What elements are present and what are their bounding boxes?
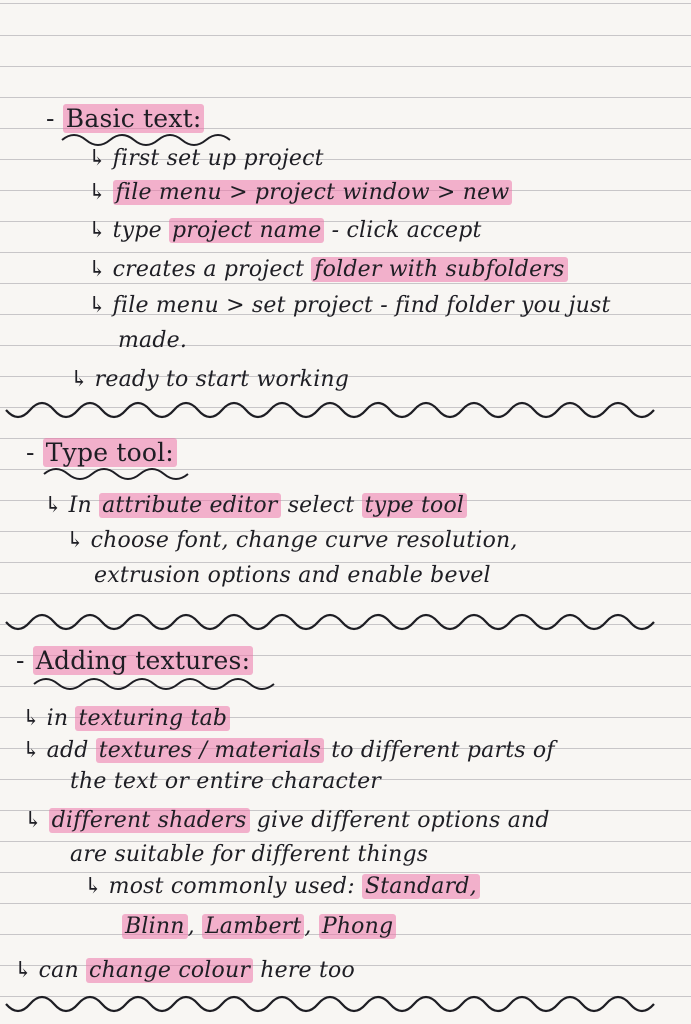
note-text: file menu > set project - find folder you just — [112, 293, 611, 318]
note-text: in — [46, 706, 76, 731]
note-text: to different parts of — [324, 738, 555, 763]
highlighted-text: texturing tab — [75, 706, 230, 731]
heading-underline-squiggle — [0, 462, 691, 482]
arrow-icon: ↳ — [44, 493, 63, 518]
note-text: first set up project — [112, 146, 324, 171]
note-line — [88, 293, 611, 319]
note-text: type — [112, 218, 170, 243]
note-text: extrusion options and enable bevel — [94, 563, 491, 588]
highlighted-text: Standard, — [362, 874, 480, 899]
heading-highlight: Adding textures: — [33, 646, 253, 675]
note-text: creates a project — [112, 257, 312, 282]
note-line — [70, 367, 349, 393]
arrow-icon: ↳ — [14, 958, 33, 983]
note-line — [24, 808, 550, 834]
arrow-icon: ↳ — [70, 367, 89, 392]
heading-highlight: Basic text: — [63, 104, 205, 133]
note-line — [66, 528, 518, 554]
note-line — [70, 769, 381, 795]
highlighted-text: Blinn — [122, 914, 188, 939]
arrow-icon: ↳ — [88, 257, 107, 282]
note-text: , — [187, 914, 202, 939]
note-line — [44, 493, 467, 519]
arrow-icon: ↳ — [88, 180, 107, 205]
heading-underline-squiggle — [0, 128, 691, 148]
note-text: ready to start working — [94, 367, 350, 392]
note-line — [84, 874, 480, 900]
arrow-icon: ↳ — [22, 706, 41, 731]
note-line — [22, 738, 555, 764]
section-heading-adding-textures: - Adding textures: — [16, 648, 253, 674]
highlighted-text: type tool — [362, 493, 468, 518]
note-text: the text or entire character — [70, 769, 382, 794]
note-text: select — [280, 493, 362, 518]
note-text: choose font, change curve resolution, — [90, 528, 518, 553]
note-text: here too — [253, 958, 355, 983]
highlighted-text: Phong — [319, 914, 396, 939]
note-text: are suitable for different things — [70, 842, 429, 867]
note-line — [70, 842, 428, 868]
arrow-icon: ↳ — [24, 808, 43, 833]
section-heading-basic-text: - Basic text: — [46, 106, 204, 132]
note-text: In — [68, 493, 100, 518]
note-line — [88, 257, 568, 283]
note-text: most commonly used: — [108, 874, 362, 899]
note-line — [122, 914, 396, 940]
arrow-icon: ↳ — [88, 146, 107, 171]
arrow-icon: ↳ — [88, 218, 107, 243]
note-text: can — [38, 958, 87, 983]
note-text: - click accept — [324, 218, 482, 243]
note-line — [22, 706, 230, 732]
arrow-icon: ↳ — [88, 293, 107, 318]
note-line — [118, 328, 187, 354]
note-text: made. — [118, 328, 188, 353]
section-heading-type-tool: - Type tool: — [26, 440, 177, 466]
section-divider-squiggle — [0, 398, 691, 424]
arrow-icon: ↳ — [66, 528, 85, 553]
highlighted-text: change colour — [86, 958, 253, 983]
note-line — [88, 146, 324, 172]
highlighted-text: project name — [169, 218, 324, 243]
highlighted-text: textures / materials — [96, 738, 324, 763]
bottom-divider-squiggle — [0, 994, 691, 1018]
heading-underline-squiggle — [0, 672, 691, 692]
note-line — [88, 218, 482, 244]
note-text: , — [304, 914, 319, 939]
note-line — [14, 958, 355, 984]
highlighted-text: folder with subfolders — [311, 257, 567, 282]
highlighted-text: Lambert — [202, 914, 304, 939]
note-text: give different options and — [249, 808, 550, 833]
highlighted-text: different shaders — [49, 808, 250, 833]
note-line — [94, 563, 491, 589]
highlighted-text: file menu > project window > new — [113, 180, 513, 205]
note-text: add — [46, 738, 96, 763]
arrow-icon: ↳ — [84, 874, 103, 899]
section-divider-squiggle — [0, 610, 691, 636]
note-line — [88, 180, 512, 206]
arrow-icon: ↳ — [22, 738, 41, 763]
highlighted-text: attribute editor — [99, 493, 280, 518]
heading-highlight: Type tool: — [43, 438, 177, 467]
